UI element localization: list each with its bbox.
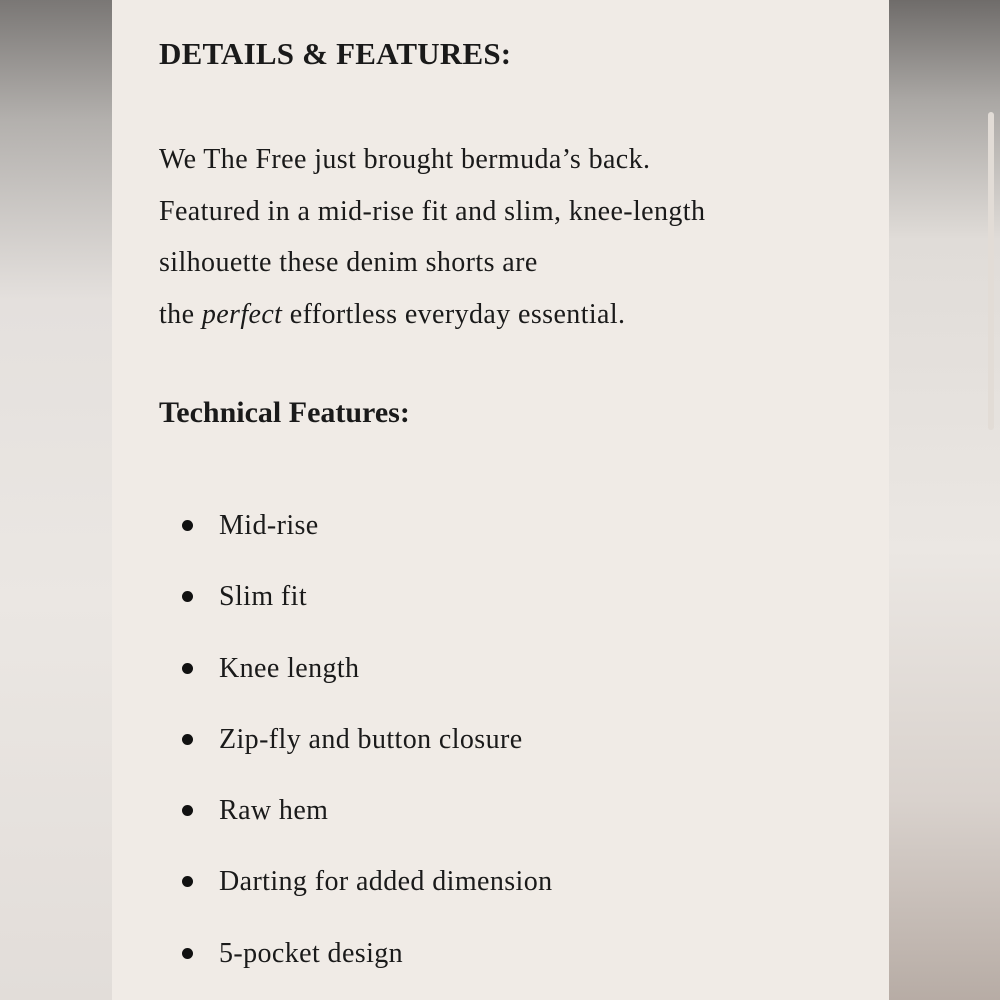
bullet-icon [182,948,193,959]
bullet-icon [182,591,193,602]
feature-label: 5-pocket design [219,937,404,969]
feature-label: Darting for added dimension [219,866,553,898]
list-item [176,647,553,718]
list-item [176,789,553,860]
feature-label: Raw hem [219,795,329,827]
list-item [176,504,553,575]
bullet-icon [182,734,193,745]
feature-label: Zip-fly and button closure [219,723,523,755]
bullet-icon [182,520,193,531]
emphasis-text: perfect [201,298,283,330]
details-features-heading: DETAILS & FEATURES: [159,36,512,71]
list-item [176,932,553,1000]
scrollbar[interactable] [988,112,994,430]
feature-label: Slim fit [219,581,307,613]
bullet-icon [182,876,193,887]
description-text: the [159,298,202,330]
feature-label: Knee length [219,652,360,684]
list-item [176,718,553,789]
list-item [176,575,553,646]
product-description-panel [112,0,889,1000]
background-right [889,0,1000,1000]
technical-features-list [176,504,553,1000]
description-line: silhouette these denim shorts are [159,247,538,278]
description-text: effortless everyday essential. [282,298,626,330]
list-item [176,860,553,931]
technical-features-heading: Technical Features: [159,396,410,429]
background-left [0,0,112,1000]
bullet-icon [182,805,193,816]
description-paragraph [159,134,859,340]
description-line [159,289,859,341]
description-line: Featured in a mid-rise fit and slim, knee-length [159,195,706,227]
bullet-icon [182,663,193,674]
description-line: We The Free just brought bermuda’s back. [159,144,651,175]
feature-label: Mid-rise [219,510,319,541]
